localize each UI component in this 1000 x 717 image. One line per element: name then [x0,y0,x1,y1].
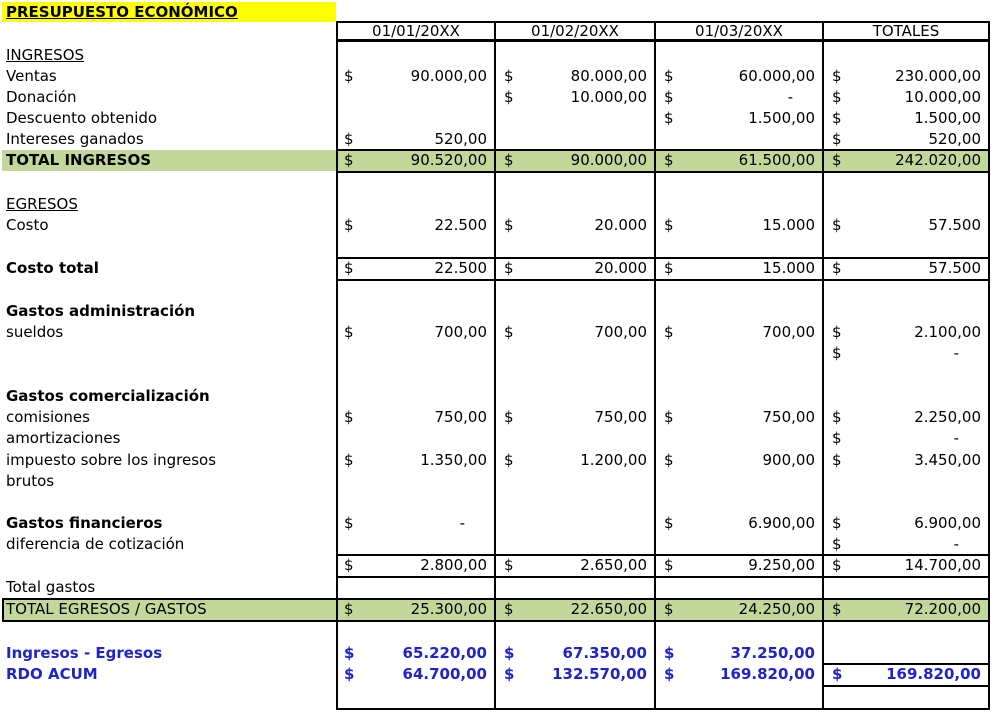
rule-ingresos-bottom [336,171,990,173]
currency-symbol: $ [504,67,514,85]
currency-symbol: $ [344,323,354,341]
amount-cell [664,643,815,664]
amount-value: 72.200,00 [904,600,981,618]
amount-value: 80.000,00 [570,67,647,85]
amount-cell [664,66,815,87]
amount-cell [504,643,647,664]
amount-value: 2.100,00 [914,323,981,341]
amount-cell [504,322,647,343]
amount-cell [504,150,647,171]
currency-symbol: $ [504,323,514,341]
currency-symbol: $ [344,408,354,426]
amount-value: 242.020,00 [895,151,981,169]
amount-cell [832,555,981,576]
header-col-3: 01/03/20XX [654,21,824,41]
amount-value: 60.000,00 [738,67,815,85]
amount-value: 15.000 [762,216,815,234]
amount-value: 9.250,00 [748,556,815,574]
amount-cell [344,664,487,685]
currency-symbol: $ [664,151,674,169]
currency-symbol: $ [832,451,842,469]
amount-value: 15.000 [762,259,815,277]
currency-symbol: $ [832,556,842,574]
currency-symbol: $ [504,600,514,618]
currency-symbol: $ [664,67,674,85]
amount-value: 6.900,00 [748,514,815,532]
amount-value: 90.000,00 [570,151,647,169]
amount-value: 1.500,00 [914,109,981,127]
amount-value: 520,00 [434,130,487,148]
amount-value: 24.250,00 [738,600,815,618]
currency-symbol: $ [504,216,514,234]
amount-cell [664,407,815,428]
row-label: INGRESOS [6,46,85,64]
amount-cell [344,150,487,171]
amount-value: - [787,88,793,106]
amount-value: 90.000,00 [410,67,487,85]
rule-gastos-bottom [336,576,990,578]
currency-symbol: $ [832,535,842,553]
currency-symbol: $ [344,556,354,574]
row-label: TOTAL EGRESOS / GASTOS [6,600,207,618]
amount-value: 700,00 [762,323,815,341]
amount-cell [344,513,487,534]
amount-value: 64.700,00 [402,665,487,683]
row-label: comisiones [6,408,90,426]
amount-cell [344,258,487,279]
currency-symbol: $ [832,259,842,277]
amount-cell [504,599,647,620]
amount-cell [344,599,487,620]
currency-symbol: $ [344,67,354,85]
currency-symbol: $ [664,556,674,574]
currency-symbol: $ [504,451,514,469]
currency-symbol: $ [504,259,514,277]
row-label: Gastos financieros [6,514,163,532]
amount-cell [832,450,981,471]
row-label: Costo [6,216,49,234]
currency-symbol: $ [344,130,354,148]
amount-cell [832,513,981,534]
amount-value: 6.900,00 [914,514,981,532]
amount-value: 2.250,00 [914,408,981,426]
currency-symbol: $ [664,408,674,426]
currency-symbol: $ [504,556,514,574]
amount-value: 57.500 [928,216,981,234]
currency-symbol: $ [832,344,842,362]
amount-value: 20.000 [594,259,647,277]
amount-cell [664,664,815,685]
currency-symbol: $ [664,216,674,234]
row-label: Costo total [6,259,99,277]
amount-cell [832,534,981,555]
currency-symbol: $ [504,644,515,662]
amount-cell [344,643,487,664]
amount-cell [344,129,487,150]
amount-cell [832,66,981,87]
amount-value: 750,00 [434,408,487,426]
currency-symbol: $ [344,259,354,277]
row-label: RDO ACUM [6,665,98,683]
currency-symbol: $ [664,644,675,662]
currency-symbol: $ [344,216,354,234]
amount-cell [832,664,981,685]
amount-cell [344,66,487,87]
currency-symbol: $ [832,323,842,341]
amount-value: 900,00 [762,451,815,469]
row-label: impuesto sobre los ingresos [6,451,217,469]
row-label: TOTAL INGRESOS [6,151,152,169]
amount-value: 3.450,00 [914,451,981,469]
amount-cell [344,215,487,236]
amount-value: 750,00 [594,408,647,426]
amount-value: 22.650,00 [570,600,647,618]
amount-value: 169.820,00 [886,665,981,683]
amount-cell [344,407,487,428]
amount-value: 22.500 [434,216,487,234]
currency-symbol: $ [664,665,675,683]
currency-symbol: $ [832,429,842,447]
amount-value: 1.200,00 [580,451,647,469]
amount-cell [504,215,647,236]
amount-value: 520,00 [928,130,981,148]
amount-cell [832,150,981,171]
currency-symbol: $ [664,600,674,618]
amount-value: 61.500,00 [738,151,815,169]
amount-value: 1.350,00 [420,451,487,469]
amount-value: 1.500,00 [748,109,815,127]
row-label: Donación [6,88,77,106]
currency-symbol: $ [344,151,354,169]
amount-value: - [953,535,959,553]
amount-cell [832,343,981,364]
row-label: Intereses ganados [6,130,144,148]
currency-symbol: $ [504,151,514,169]
currency-symbol: $ [832,88,842,106]
currency-symbol: $ [664,259,674,277]
amount-cell [664,108,815,129]
currency-symbol: $ [664,323,674,341]
currency-symbol: $ [344,644,355,662]
amount-value: 14.700,00 [904,556,981,574]
row-label: EGRESOS [6,195,78,213]
amount-cell [664,450,815,471]
currency-symbol: $ [832,408,842,426]
currency-symbol: $ [664,514,674,532]
currency-symbol: $ [832,151,842,169]
row-label: Gastos administración [6,302,196,320]
amount-cell [832,215,981,236]
sheet-title: PRESUPUESTO ECONÓMICO [2,2,336,22]
amount-cell [664,555,815,576]
amount-cell [504,258,647,279]
currency-symbol: $ [344,514,354,532]
amount-cell [664,87,815,108]
amount-value: 2.800,00 [420,556,487,574]
amount-value: 37.250,00 [730,644,815,662]
amount-cell [504,664,647,685]
currency-symbol: $ [832,665,843,683]
amount-value: 10.000,00 [904,88,981,106]
amount-cell [504,87,647,108]
amount-cell [832,407,981,428]
row-label: brutos [6,472,55,490]
amount-value: - [953,344,959,362]
amount-value: 57.500 [928,259,981,277]
amount-cell [504,66,647,87]
row-label: Gastos comercialización [6,387,210,405]
amount-cell [832,428,981,449]
currency-symbol: $ [504,408,514,426]
amount-cell [344,450,487,471]
amount-value: 700,00 [434,323,487,341]
rule-egresos-bottom [336,620,990,622]
row-label: Descuento obtenido [6,109,158,127]
amount-value: - [953,429,959,447]
amount-cell [504,450,647,471]
currency-symbol: $ [344,600,354,618]
amount-value: 22.500 [434,259,487,277]
amount-value: 230.000,00 [895,67,981,85]
currency-symbol: $ [664,451,674,469]
header-col-2: 01/02/20XX [494,21,656,41]
amount-value: 132.570,00 [552,665,647,683]
header-totales: TOTALES [822,21,990,41]
amount-value: 65.220,00 [402,644,487,662]
amount-cell [504,555,647,576]
amount-value: 2.650,00 [580,556,647,574]
amount-cell [832,129,981,150]
currency-symbol: $ [504,665,515,683]
currency-symbol: $ [664,109,674,127]
row-label: Total gastos [6,578,96,596]
amount-cell [664,215,815,236]
amount-value: 10.000,00 [570,88,647,106]
amount-value: 20.000 [594,216,647,234]
amount-value: 169.820,00 [720,665,815,683]
row-label: sueldos [6,323,64,341]
row-label: amortizaciones [6,429,121,447]
amount-value: 25.300,00 [410,600,487,618]
currency-symbol: $ [832,600,842,618]
amount-cell [664,513,815,534]
amount-value: 67.350,00 [562,644,647,662]
amount-cell [832,599,981,620]
currency-symbol: $ [832,216,842,234]
amount-cell [832,322,981,343]
amount-cell [664,599,815,620]
header-col-1: 01/01/20XX [336,21,496,41]
currency-symbol: $ [832,130,842,148]
rule-costo-bottom [336,279,990,281]
amount-cell [664,150,815,171]
row-label: Ventas [6,67,57,85]
currency-symbol: $ [832,109,842,127]
amount-cell [832,258,981,279]
currency-symbol: $ [832,67,842,85]
amount-cell [344,555,487,576]
currency-symbol: $ [664,88,674,106]
currency-symbol: $ [504,88,514,106]
amount-value: - [459,514,465,532]
amount-value: 750,00 [762,408,815,426]
currency-symbol: $ [344,451,354,469]
amount-cell [664,322,815,343]
amount-value: 700,00 [594,323,647,341]
currency-symbol: $ [344,665,355,683]
amount-value: 90.520,00 [410,151,487,169]
row-label: Ingresos - Egresos [6,644,163,662]
amount-cell [664,258,815,279]
amount-cell [832,108,981,129]
amount-cell [504,407,647,428]
row-label: diferencia de cotización [6,535,185,553]
currency-symbol: $ [832,514,842,532]
amount-cell [832,87,981,108]
amount-cell [344,322,487,343]
